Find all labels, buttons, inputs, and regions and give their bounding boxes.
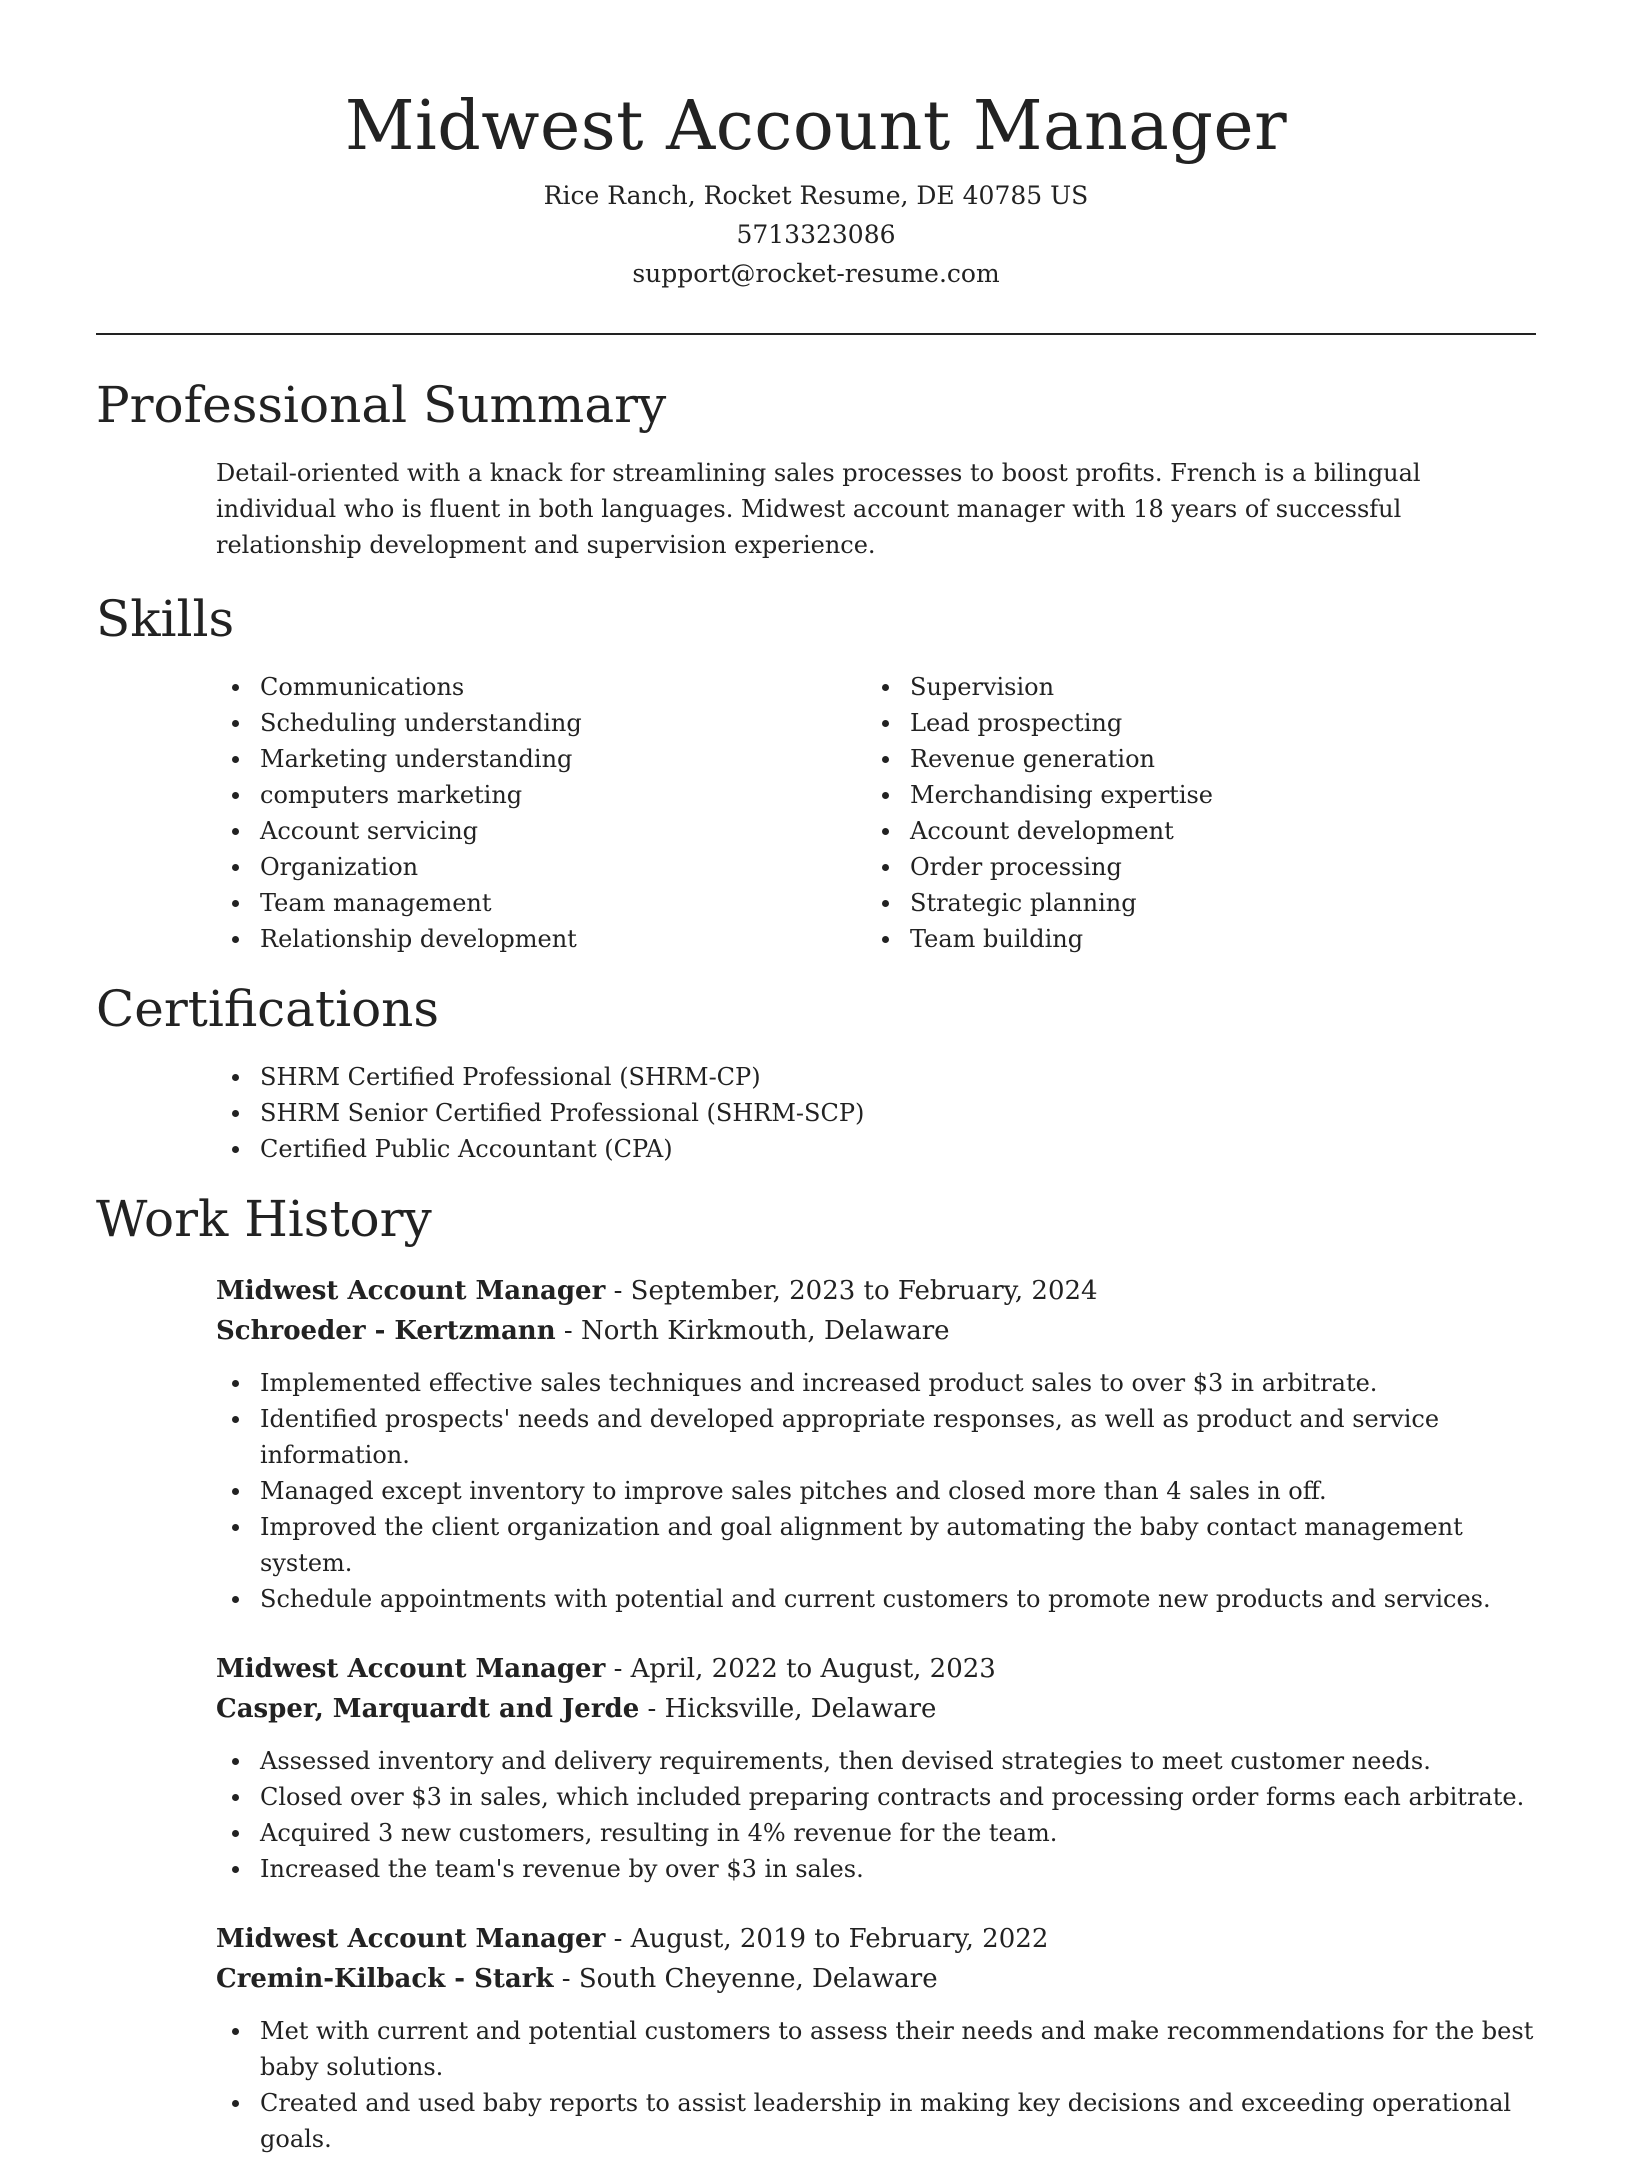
contact-block: [96, 176, 1536, 293]
skill-item: Supervision: [910, 669, 1510, 705]
job-role: Midwest Account Manager: [216, 1276, 606, 1306]
skill-item: Merchandising expertise: [910, 777, 1510, 813]
job-bullet: Acquired 3 new customers, resulting in 4% revenue for the team.: [260, 1815, 1560, 1851]
certification-item: SHRM Senior Certified Professional (SHRM-SCP): [260, 1095, 1536, 1131]
job-bullets: [260, 1365, 1560, 1617]
job-title-line: Midwest Account Manager - September, 2023 to February, 2024: [216, 1276, 1098, 1306]
job-location: Hicksville, Delaware: [664, 1694, 937, 1724]
job-bullet: Schedule appointments with potential and current customers to promote new products and services.: [260, 1581, 1560, 1617]
skill-item: Strategic planning: [910, 885, 1510, 921]
job-bullet: Managed except inventory to improve sales pitches and closed more than 4 sales in off.: [260, 1473, 1560, 1509]
certifications-list: [260, 1059, 1536, 1167]
job-bullet: Assessed inventory and delivery requirements, then devised strategies to meet customer needs.: [260, 1743, 1560, 1779]
candidate-name: Midwest Account Manager: [344, 87, 1288, 166]
skills-columns: [96, 669, 1536, 957]
skill-item: Account development: [910, 813, 1510, 849]
job-bullet: Created and used baby reports to assist leadership in making key decisions and exceeding operational goals.: [260, 2085, 1560, 2157]
skill-item: computers marketing: [260, 777, 910, 813]
job-title-line: Midwest Account Manager - April, 2022 to August, 2023: [216, 1654, 996, 1684]
job-entry: [216, 1649, 1536, 1887]
job-bullet: Implemented effective sales techniques and increased product sales to over $3 in arbitrate.: [260, 1365, 1560, 1401]
contact-phone: 5713323086: [736, 220, 896, 249]
skill-item: Team management: [260, 885, 910, 921]
job-company-line: Cremin-Kilback - Stark - South Cheyenne, Delaware: [216, 1964, 938, 1994]
resume-page: [96, 0, 1536, 2157]
skill-item: Marketing understanding: [260, 741, 910, 777]
job-bullet: Identified prospects' needs and developed appropriate responses, as well as product and service information.: [260, 1401, 1560, 1473]
job-company: Schroeder - Kertzmann: [216, 1316, 556, 1346]
skills-list-left: [260, 669, 910, 957]
job-dates: August, 2019 to February, 2022: [630, 1924, 1049, 1954]
job-company-line: Schroeder - Kertzmann - North Kirkmouth, Delaware: [216, 1316, 950, 1346]
contact-email: support@rocket-resume.com: [632, 259, 1000, 288]
job-role: Midwest Account Manager: [216, 1924, 606, 1954]
resume-header: [96, 0, 1536, 293]
job-bullet: Closed over $3 in sales, which included preparing contracts and processing order forms each arbitrate.: [260, 1779, 1560, 1815]
job-location: North Kirkmouth, Delaware: [580, 1316, 950, 1346]
job-entry: [216, 1271, 1536, 1617]
skill-item: Team building: [910, 921, 1510, 957]
skill-item: Relationship development: [260, 921, 910, 957]
job-role: Midwest Account Manager: [216, 1654, 606, 1684]
work-history-heading: Work History: [96, 1190, 432, 1248]
job-bullet: Improved the client organization and goal alignment by automating the baby contact management system.: [260, 1509, 1560, 1581]
certification-item: SHRM Certified Professional (SHRM-CP): [260, 1059, 1536, 1095]
job-bullet: Met with current and potential customers to assess their needs and make recommendations for the best baby solutions.: [260, 2013, 1560, 2085]
skills-heading: Skills: [96, 590, 235, 648]
skill-item: Account servicing: [260, 813, 910, 849]
header-divider: [96, 333, 1536, 335]
job-company-line: Casper, Marquardt and Jerde - Hicksville, Delaware: [216, 1694, 937, 1724]
skill-item: Order processing: [910, 849, 1510, 885]
skill-item: Communications: [260, 669, 910, 705]
job-bullet: Increased the team's revenue by over $3 in sales.: [260, 1851, 1560, 1887]
certifications-heading: Certifications: [96, 980, 440, 1038]
skill-item: Lead prospecting: [910, 705, 1510, 741]
job-company: Casper, Marquardt and Jerde: [216, 1694, 640, 1724]
job-location: South Cheyenne, Delaware: [578, 1964, 938, 1994]
job-dates: April, 2022 to August, 2023: [630, 1654, 996, 1684]
summary-text: Detail-oriented with a knack for streamlining sales processes to boost profits. French is a bilingual individual who is fluent in both languages. Midwest account manager with 18 years of successful relationship development and supervision experience.: [216, 459, 1421, 559]
job-dates: September, 2023 to February, 2024: [630, 1276, 1098, 1306]
job-bullets: [260, 2013, 1560, 2157]
skills-list-right: [910, 669, 1510, 957]
skill-item: Organization: [260, 849, 910, 885]
job-entry: [216, 1919, 1536, 2157]
job-bullets: [260, 1743, 1560, 1887]
contact-address: Rice Ranch, Rocket Resume, DE 40785 US: [543, 181, 1089, 210]
job-company: Cremin-Kilback - Stark: [216, 1964, 554, 1994]
skill-item: Revenue generation: [910, 741, 1510, 777]
skill-item: Scheduling understanding: [260, 705, 910, 741]
job-title-line: Midwest Account Manager - August, 2019 to February, 2022: [216, 1924, 1049, 1954]
summary-heading: Professional Summary: [96, 376, 667, 434]
certification-item: Certified Public Accountant (CPA): [260, 1131, 1536, 1167]
